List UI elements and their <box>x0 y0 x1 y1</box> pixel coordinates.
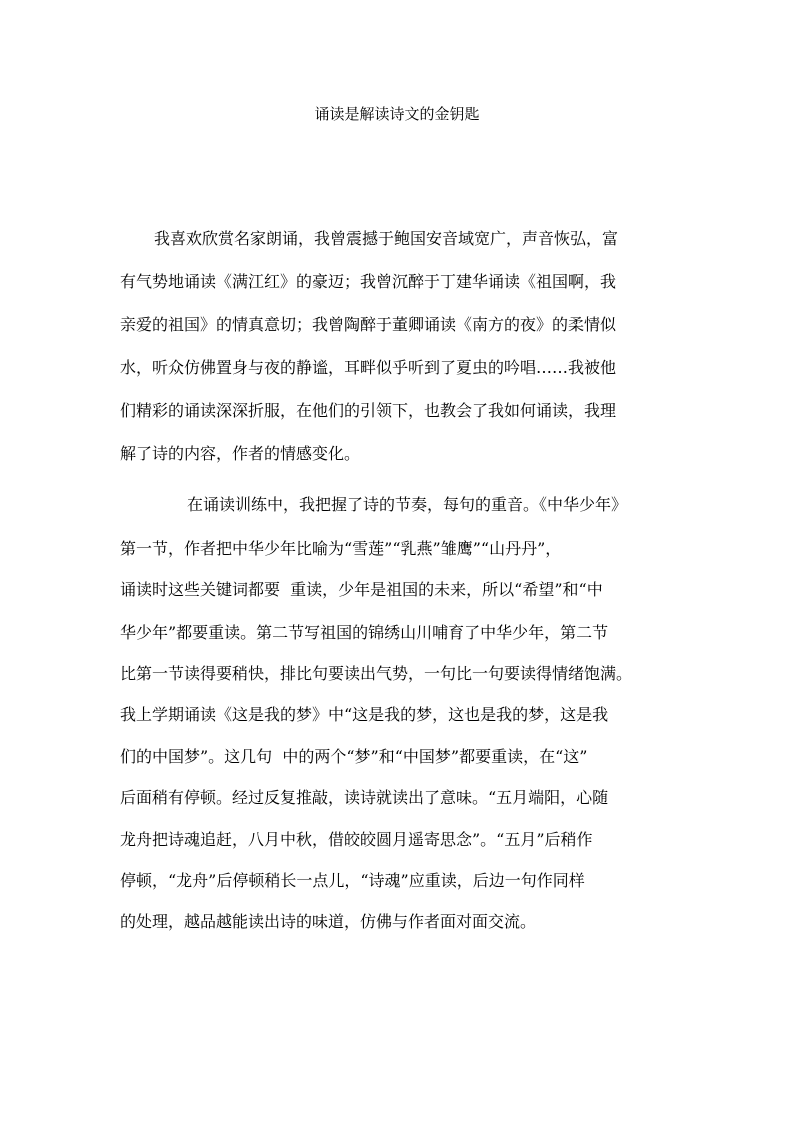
paragraph-2-line-7: 们的中国梦”。这几句 中的两个“梦”和“中国梦”都要重读，在“这” <box>120 747 588 766</box>
paragraph-2-line-2: 第一节，作者把中华少年比喻为“雪莲”“乳燕”雏鹰”“山丹丹”， <box>120 539 562 558</box>
paragraph-2-line-9: 龙舟把诗魂追赶，八月中秋，借皎皎圆月遥寄思念”。“五月”后稍作 <box>120 830 593 849</box>
paragraph-1-line-6: 解了诗的内容，作者的情感变化。 <box>120 444 361 463</box>
paragraph-2-line-3: 诵读时这些关键词都要 重读，少年是祖国的未来，所以“希望”和“中 <box>120 580 603 599</box>
paragraph-2-line-11: 的处理，越品越能读出诗的味道，仿佛与作者面对面交流。 <box>120 912 537 931</box>
paragraph-2-line-6: 我上学期诵读《这是我的梦》中“这是我的梦，这也是我的梦，这是我 <box>120 705 609 724</box>
paragraph-2-line-4: 华少年”都要重读。第二节写祖国的锦绣山川哺育了中华少年，第二节 <box>120 623 609 642</box>
paragraph-2-line-10: 停顿，“龙舟”后停顿稍长一点儿，“诗魂”应重读，后边一句作同样 <box>120 871 585 890</box>
paragraph-1-line-2: 有气势地诵读《满江红》的豪迈；我曾沉醉于丁建华诵读《祖国啊，我 <box>120 272 617 291</box>
paragraph-1-line-4: 水，听众仿佛置身与夜的静谧，耳畔似乎听到了夏虫的吟唱……我被他 <box>120 358 617 377</box>
paragraph-1-line-1: 我喜欢欣赏名家朗诵，我曾震撼于鲍国安音域宽广，声音恢弘，富 <box>154 229 619 248</box>
paragraph-2-line-5: 比第一节读得要稍快，排比句要读出气势，一句比一句要读得情绪饱满。 <box>120 664 633 683</box>
paragraph-2-line-1: 在诵读训练中，我把握了诗的节奏，每句的重音。《中华少年》 <box>187 495 628 514</box>
paragraph-1-line-3: 亲爱的祖国》的情真意切；我曾陶醉于董卿诵读《南方的夜》的柔情似 <box>120 315 617 334</box>
document-title: 诵读是解读诗文的金钥匙 <box>314 105 480 123</box>
paragraph-1-line-5: 们精彩的诵读深深折服，在他们的引领下，也教会了我如何诵读，我理 <box>120 401 617 420</box>
paragraph-2-line-8: 后面稍有停顿。经过反复推敲，读诗就读出了意味。“五月端阳，心随 <box>120 788 609 807</box>
